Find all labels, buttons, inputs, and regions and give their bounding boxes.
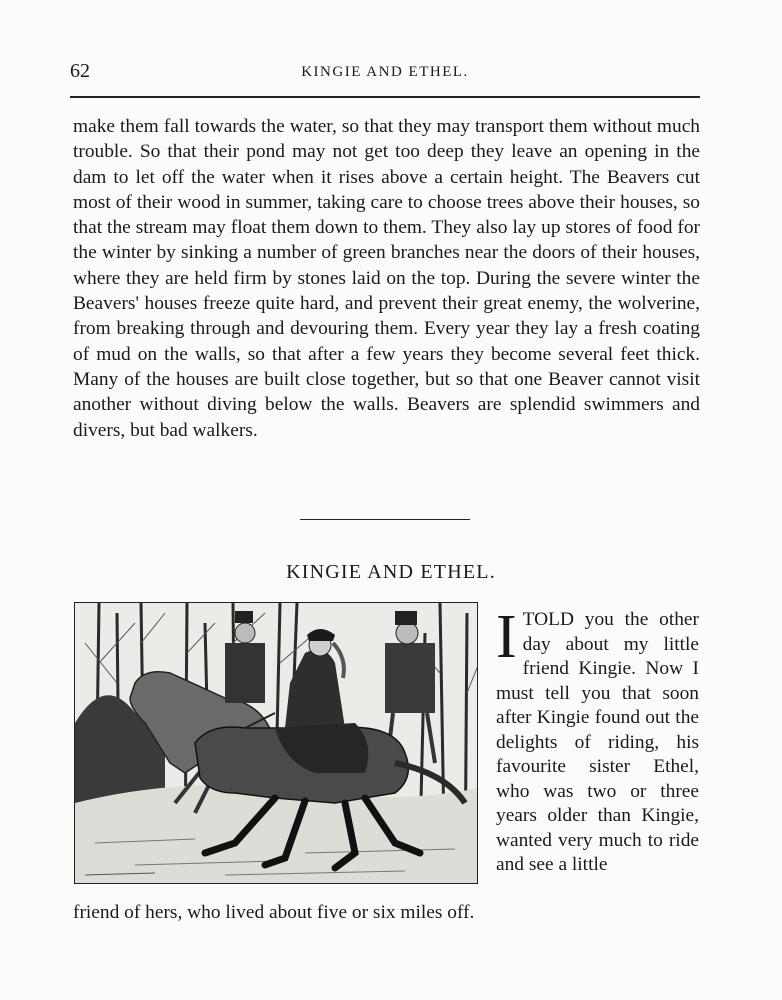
continuation-line: friend of hers, who lived about five or six miles off. (73, 902, 475, 923)
riders-illustration (74, 602, 478, 884)
engraving-icon (75, 603, 478, 884)
section-title: KINGIE AND ETHEL. (286, 561, 496, 583)
column-text (496, 603, 699, 878)
column-paragraph: TOLD you the other day about my little friend Kingie. Now I must tell you that soon after Kingie found out the delights of riding, his favourite sister Ethel, who was two or three years older than Kingie, wanted very much to ride and see a little (496, 609, 699, 875)
section-divider (300, 519, 470, 520)
body-paragraph: make them fall towards the water, so that they may transport them without much trouble. So that their pond may not get too deep they leave an opening in the dam to let off the water when it rises above a certain height. The Beavers cut most of their wood in summer, taking care to choose trees above their houses, so that the stream may float them down to them. They also lay up stores of food for the winter by sinking a number of green branches near the doors of their houses, where they are held firm by stones laid on the top. During the severe winter the Beavers' houses freeze quite hard, and prevent their great enemy, the wolverine, from breaking through and devouring them. Every year they lay a fresh coating of mud on the walls, so that after a few years they become several feet thick. Many of the houses are built close together, but so that one Beaver cannot visit another without diving below the walls. Beavers are splendid swimmers and divers, but bad walkers. (73, 116, 700, 441)
header-rule (70, 96, 700, 98)
running-title: KINGIE AND ETHEL. (301, 64, 469, 80)
page-number: 62 (70, 60, 90, 82)
drop-cap: I (496, 603, 517, 671)
page-header (70, 60, 700, 90)
